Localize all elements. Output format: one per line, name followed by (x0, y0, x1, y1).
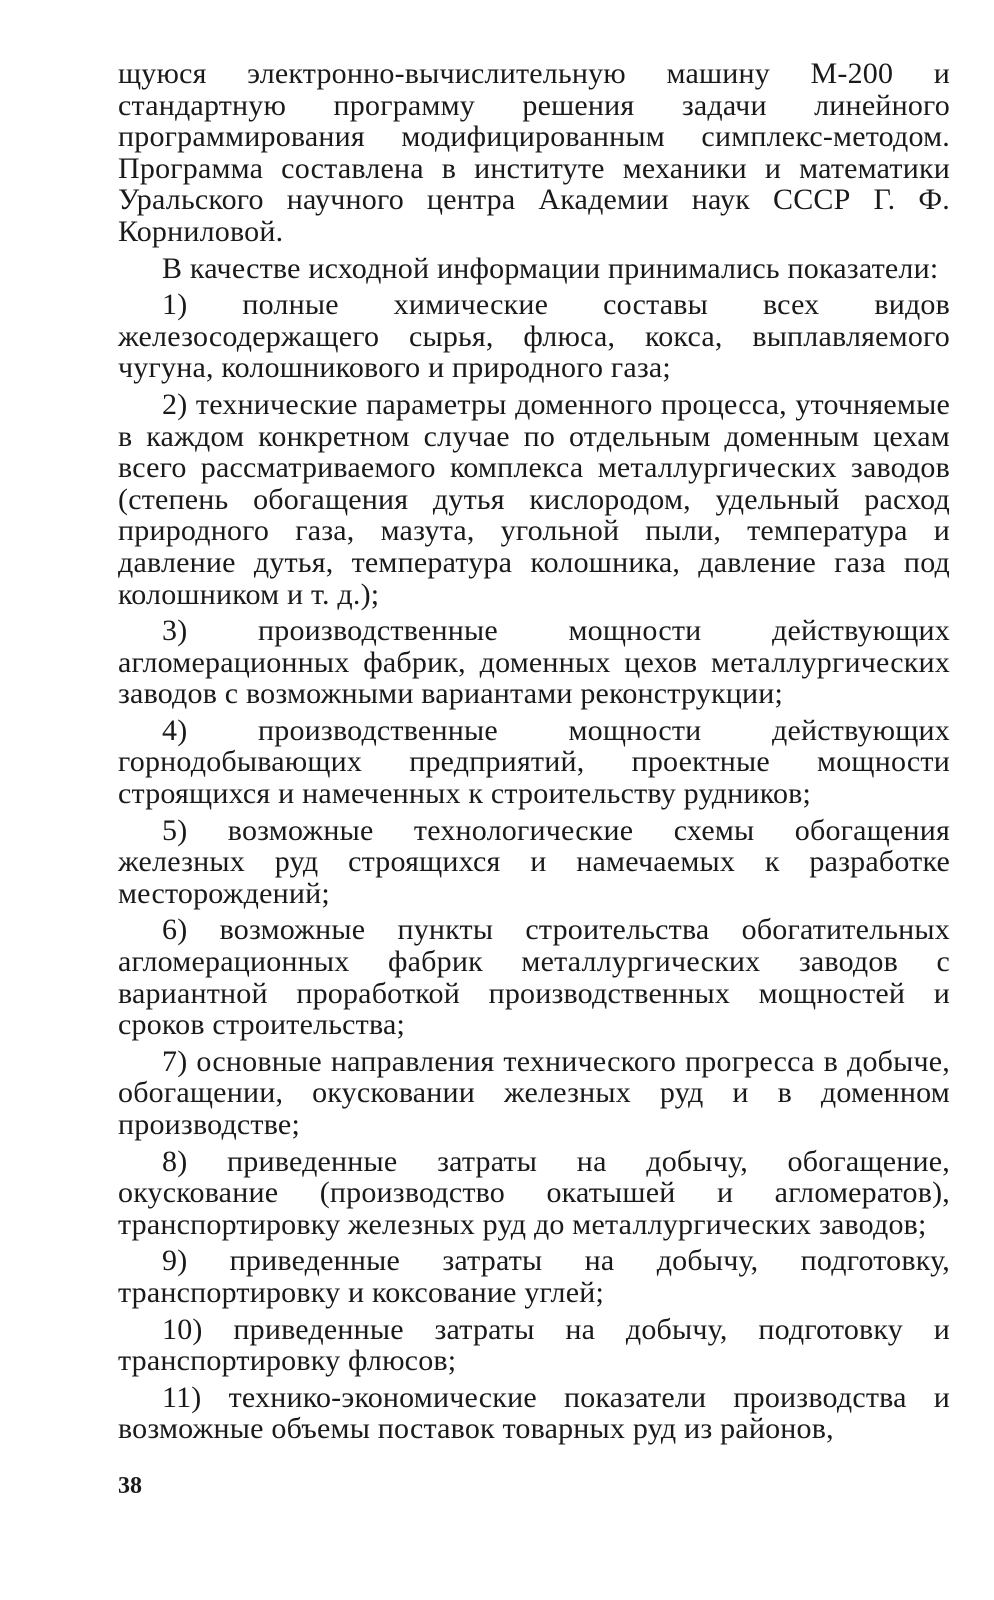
list-item-8: 8) приведенные затраты на добычу, обогащение, окускование (производство окатышей и агломератов), транспортировку железных руд до металлургических заводов; (118, 1144, 950, 1241)
list-item-3: 3) производственные мощности действующих агломерационных фабрик, доменных цехов металлургических заводов с возможными вариантами реконструкции; (118, 614, 950, 711)
paragraph-intro-continuation: щуюся электронно-вычислительную машину М-200 и стандартную программу решения задачи линейного программирования модифицированным симплекс-методом. Программа составлена в институте механики и математики Уральского научного центра Академии наук СССР Г. Ф. Корниловой. (118, 57, 950, 248)
list-item-11: 11) технико-экономические показатели производства и возможные объемы поставок товарных руд из районов, (118, 1380, 950, 1446)
list-item-2: 2) технические параметры доменного процесса, уточняемые в каждом конкретном случае по отдельным доменным цехам всего рассматриваемого комплекса металлургических заводов (степень обогащения дутья кислородом, удельный расход природного газа, мазута, угольной пыли, температура и давление дутья, температура колошника, давление газа под колошником и т. д.); (118, 387, 950, 611)
page-number: 38 (118, 1473, 142, 1499)
list-item-10: 10) приведенные затраты на добычу, подготовку и транспортировку флюсов; (118, 1312, 950, 1378)
list-item-7: 7) основные направления технического прогресса в добыче, обогащении, окусковании железных руд и в доменном производстве; (118, 1044, 950, 1141)
list-item-5: 5) возможные технологические схемы обогащения железных руд строящихся и намечаемых к разработке месторождений; (118, 813, 950, 910)
list-item-4: 4) производственные мощности действующих горнодобывающих предприятий, проектные мощности строящихся и намеченных к строительству рудников; (118, 713, 950, 811)
page-body (118, 58, 950, 1445)
list-item-1: 1) полные химические составы всех видов железосодержащего сырья, флюса, кокса, выплавляемого чугуна, колошникового и природного газа; (118, 288, 950, 385)
list-item-6: 6) возможные пункты строительства обогатительных агломерационных фабрик металлургических заводов с вариантной проработкой производственных мощностей и сроков строительства; (118, 913, 950, 1042)
paragraph-source-info: В качестве исходной информации принимались показатели: (162, 251, 939, 285)
list-item-9: 9) приведенные затраты на добычу, подготовку, транспортировку и коксование углей; (118, 1244, 950, 1309)
